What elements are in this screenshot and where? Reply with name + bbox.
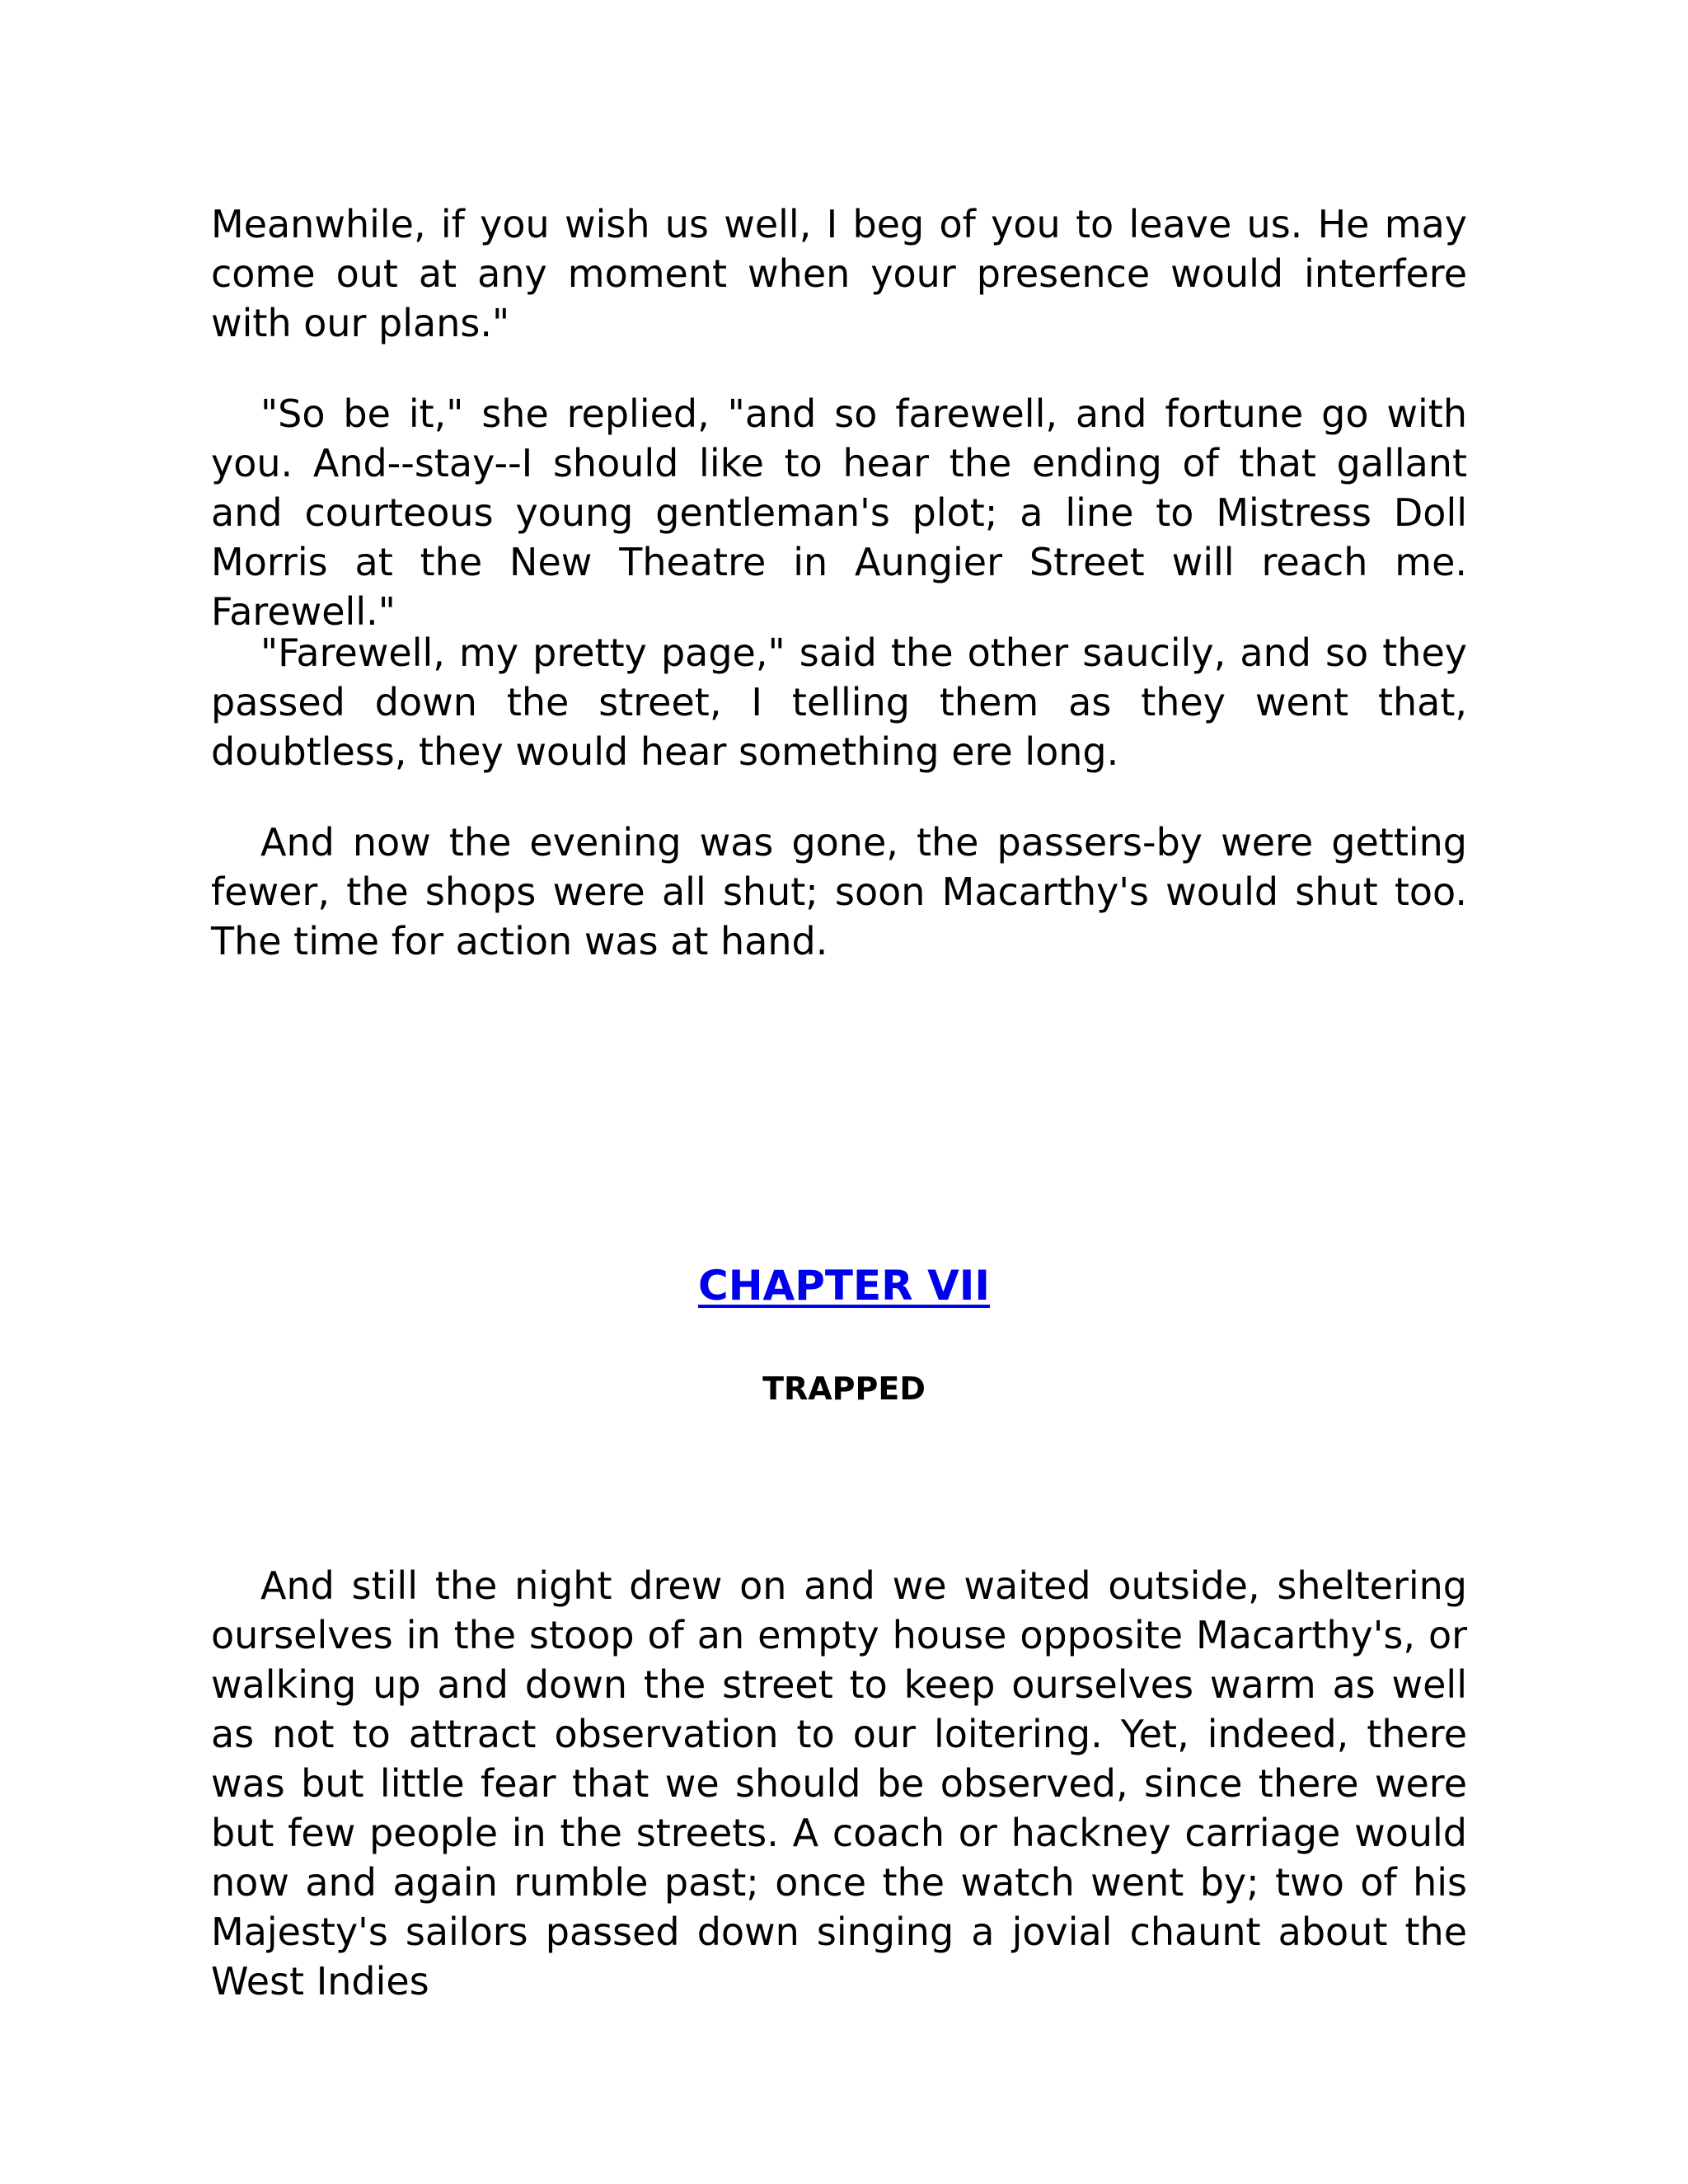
paragraph: "Farewell, my pretty page," said the other saucily, and so they passed down the street, I telling them as they went that, doubtless, they would hear something ere long. — [211, 630, 1467, 774]
chapter-heading — [0, 1259, 1688, 1312]
paragraph: And still the night drew on and we waited outside, sheltering ourselves in the stoop of an empty house opposite Macarthy's, or walking up and down the street to keep ourselves warm as well as not to attract observation to our loitering. Yet, indeed, there was but little fear that we should be observed, since there were but few people in the streets. A coach or hackney carriage would now and again rumble past; once the watch went by; two of his Majesty's sailors passed down singing a jovial chaunt about the West Indies — [211, 1563, 1467, 2004]
chapter-link[interactable]: CHAPTER VII — [698, 1262, 990, 1310]
paragraph: "So be it," she replied, "and so farewell, and fortune go with you. And--stay--I should like to hear the ending of that gallant and courteous young gentleman's plot; a line to Mistress Doll Morris at the New Theatre in Aungier Street will reach me. Farewell." — [211, 391, 1467, 634]
paragraph: And now the evening was gone, the passers-by were getting fewer, the shops were all shut; soon Macarthy's would shut too. The time for action was at hand. — [211, 820, 1467, 963]
paragraph-continued: Meanwhile, if you wish us well, I beg of you to leave us. He may come out at any moment when your presence would interfere with our plans." — [211, 202, 1467, 345]
chapter-subtitle: TRAPPED — [762, 1371, 926, 1407]
